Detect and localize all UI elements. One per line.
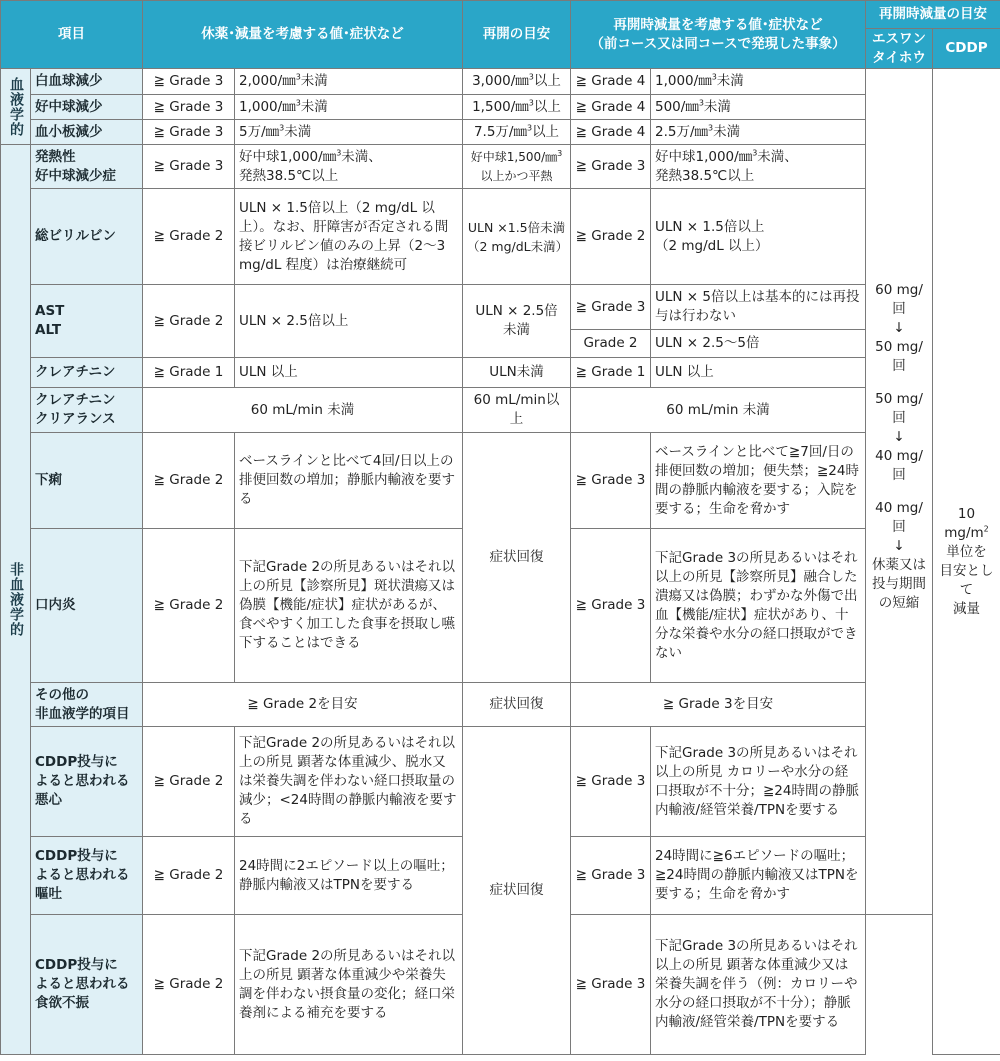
rest-grade-neutrophil: ≧ Grade 3 [143,95,235,120]
reduce-value-fn-c: 発熱38.5℃以上 [655,167,755,184]
reduce-grade-nausea: ≧ Grade 3 [571,727,651,837]
resume-fn-sup: 3 [557,148,563,158]
category-non-hematologic [1,145,31,1055]
reduce-value-neutrophil [651,95,866,120]
reduce-value-stomatitis: 下記Grade 3の所見あるいはそれ以上の所見【診察所見】融合した潰瘍又は偽膜；わずかな外傷で出血【機能/症状】症状があり、十分な栄養や水分の経口摂取ができない [651,529,866,683]
resume-wbc-tail: 以上 [533,73,561,89]
rest-value-neutrophil-sup: 3 [295,98,301,107]
row-item-nausea-line1: CDDP投与に [35,754,118,770]
reduce-grade-neutrophil: ≧ Grade 4 [571,95,651,120]
row-item-diarrhea: 下痢 [31,433,143,529]
dose-esuwan-period: 投与期間 [872,575,926,592]
reduce-value-vomit: 24時間に≧6エピソードの嘔吐；≧24時間の静脈内輸液又はTPNを要する；生命を脅かす [651,837,866,915]
reduce-grade-stomatitis: ≧ Grade 3 [571,529,651,683]
header-reduce-guide: 再開時減量の目安 [866,1,1000,29]
dose-esuwan-50b: 50 mg/回 [875,390,923,426]
reduce-grade-bilirubin: ≧ Grade 2 [571,189,651,285]
resume-cddp: 症状回復 [463,727,571,1055]
header-esuwan-line1: エスワン [872,30,926,47]
reduce-grade-platelet: ≧ Grade 4 [571,120,651,145]
table-row [1,69,1000,95]
dose-cddp-guide: 目安として [939,562,994,598]
header-item: 項目 [1,1,143,69]
rest-value-platelet-tail: 未満 [284,123,312,140]
rest-value-wbc-text: 2,000/㎜ [239,73,296,89]
rest-grade-creatinine: ≧ Grade 1 [143,358,235,388]
reduce-value-anorexia: 下記Grade 3の所見あるいはそれ以上の所見 顕著な体重減少又は栄養失調を伴う（例：カロリーや水分の経口摂取が不十分）；静脈内輸液/経管栄養/TPNを要する [651,915,866,1055]
reduce-value-neutrophil-text: 500/㎜ [655,98,699,115]
reduce-grade-anorexia: ≧ Grade 3 [571,915,651,1055]
reduce-value-neutrophil-sup: 3 [698,98,704,107]
header-resume: 再開の目安 [463,1,571,69]
reduce-value-neutrophil-tail: 未満 [703,98,731,115]
resume-other: 症状回復 [463,683,571,727]
resume-fn-b: 以上かつ平熱 [480,168,553,183]
reduce-value-wbc-sup: 3 [711,72,717,82]
resume-platelet-text: 7.5万/㎜ [473,123,527,140]
row-item-alt: ALT [35,322,62,338]
row-item-vomit [31,837,143,915]
rest-value-ccr: 60 mL/min 未満 [143,388,463,433]
row-item-nausea-line3: 悪心 [35,792,62,808]
resume-neutrophil-text: 1,500/㎜ [472,98,529,115]
rest-grade-stomatitis: ≧ Grade 2 [143,529,235,683]
rest-value-bilirubin: ULN × 1.5倍以上（2 mg/dL 以上）。なお、肝障害が否定される間接ビリルビン値のみの上昇（2～3 mg/dL 程度）は治療継続可 [235,189,463,285]
rest-grade-ast: ≧ Grade 2 [143,285,235,358]
table-row [1,388,1000,433]
reduce-grade-wbc: ≧ Grade 4 [571,69,651,95]
reduce-value-ccr: 60 mL/min 未満 [571,388,866,433]
row-item-bilirubin: 総ビリルビン [31,189,143,285]
header-esuwan-line2: タイホウ [872,49,926,66]
resume-platelet [463,120,571,145]
reduce-value-ast-g2: ULN × 2.5～5倍 [651,330,866,358]
rest-grade-nausea: ≧ Grade 2 [143,727,235,837]
reduce-value-nausea: 下記Grade 3の所見あるいはそれ以上の所見 カロリーや水分の経口摂取が不十分；≧24時間の静脈内輸液/経管栄養/TPNを要する [651,727,866,837]
dose-esuwan-rest: 休薬又は [872,556,926,573]
table-row [1,683,1000,727]
table-row [1,285,1000,330]
header-esuwan [866,29,933,69]
row-item-vomit-line1: CDDP投与に [35,848,118,864]
rest-value-wbc-tail: 未満 [300,73,328,89]
dose-cddp-reduce: 減量 [953,600,980,617]
resume-ast-line2: 未満 [503,322,530,338]
row-item-anorexia-line3: 食欲不振 [35,995,89,1011]
reduce-value-bilirubin-line2: （2 mg/dL 以上） [655,237,769,254]
rest-value-neutrophil [235,95,463,120]
row-item-ast-alt [31,285,143,358]
dose-esuwan-50: 50 mg/回 [875,338,923,374]
header-rest-criteria: 休薬･減量を考慮する値･症状など [143,1,463,69]
rest-value-anorexia: 下記Grade 2の所見あるいはそれ以上の所見 顕著な体重減少や栄養失調を伴わない摂食量の変化；経口栄養剤による補充を要する [235,915,463,1055]
rest-grade-fn: ≧ Grade 3 [143,145,235,189]
rest-grade-wbc: ≧ Grade 3 [143,69,235,95]
reduce-grade-ast-g2: Grade 2 [571,330,651,358]
row-item-platelet: 血小板減少 [31,120,143,145]
rest-value-platelet-sup: 3 [279,123,285,132]
table-row [1,727,1000,837]
row-item-ccr-line2: クリアランス [35,411,116,427]
row-item-anorexia-line1: CDDP投与に [35,957,118,973]
row-item-ccr-line1: クレアチニン [35,392,116,408]
reduce-value-wbc-tail: 未満 [716,73,744,89]
rest-grade-platelet: ≧ Grade 3 [143,120,235,145]
resume-gi: 症状回復 [463,433,571,683]
reduce-value-ast-g3: ULN × 5倍以上は基本的には再投与は行わない [651,285,866,330]
dose-cddp-amount: 10 mg/m [944,505,984,541]
reduce-value-bilirubin [651,189,866,285]
rest-value-fn-b: 未満、 [341,148,382,165]
resume-platelet-sup: 3 [526,123,533,132]
reduce-value-fn-b: 未満、 [757,148,798,165]
dose-arrow-down-icon: ↓ [893,428,905,445]
resume-bilirubin [463,189,571,285]
cddp-dose-reduction [933,69,1000,1055]
reduce-value-platelet-text: 2.5万/㎜ [655,123,709,140]
reduce-value-platelet-tail: 未満 [713,123,741,140]
rest-grade-anorexia: ≧ Grade 2 [143,915,235,1055]
rest-value-creatinine: ULN 以上 [235,358,463,388]
rest-value-vomit: 24時間に2エピソード以上の嘔吐；静脈内輸液又はTPNを要する [235,837,463,915]
rest-value-stomatitis: 下記Grade 2の所見あるいはそれ以上の所見【診察所見】斑状潰瘍又は偽膜【機能/症状】症状があるが、食べやすく加工した食事を摂取し嚥下することはできる [235,529,463,683]
header-reduce-criteria-line2: （前コース又は同コースで発現した事象） [590,35,846,52]
reduce-value-fn-a: 好中球1,000/㎜ [655,148,753,165]
rest-grade-bilirubin: ≧ Grade 2 [143,189,235,285]
row-item-ccr [31,388,143,433]
dose-cddp-sup: 2 [983,524,989,533]
reduce-grade-diarrhea: ≧ Grade 3 [571,433,651,529]
resume-neutrophil-tail: 以上 [533,98,561,115]
row-item-creatinine: クレアチニン [31,358,143,388]
row-item-neutrophil: 好中球減少 [31,95,143,120]
reduce-grade-fn: ≧ Grade 3 [571,145,651,189]
resume-creatinine: ULN未満 [463,358,571,388]
row-item-fn-line2: 好中球減少症 [35,167,116,184]
dose-esuwan-40b: 40 mg/回 [875,499,923,535]
reduce-grade-creatinine: ≧ Grade 1 [571,358,651,388]
rest-value-nausea: 下記Grade 2の所見あるいはそれ以上の所見 顕著な体重減少、脱水又は栄養失調を伴わない経口摂取量の減少；<24時間の静脈内輸液を要する [235,727,463,837]
resume-platelet-tail: 以上 [532,123,560,140]
category-hematologic-label: 血液学的 [8,76,24,137]
row-item-febrile-neutropenia [31,145,143,189]
row-item-stomatitis: 口内炎 [31,529,143,683]
reduce-value-wbc [651,69,866,95]
rest-value-wbc-sup: 3 [295,72,301,82]
rest-value-wbc [235,69,463,95]
resume-bilirubin-line2: （2 mg/dL未満） [467,238,569,254]
rest-value-fn-a: 好中球1,000/㎜ [239,148,337,165]
dose-esuwan-60: 60 mg/回 [875,281,923,317]
resume-bilirubin-line1: ULN ×1.5倍未満 [467,219,566,235]
dose-arrow-down-icon: ↓ [893,319,905,336]
resume-fn-a: 好中球1,500/㎜ [470,149,558,164]
row-item-other [31,683,143,727]
resume-wbc-sup: 3 [528,72,534,82]
rest-value-fn-c: 発熱38.5℃以上 [239,167,339,184]
row-item-wbc: 白血球減少 [31,69,143,95]
row-item-fn-line1: 発熱性 [35,148,76,165]
row-item-anorexia-line2: よると思われる [35,976,130,992]
dose-cddp-unit: 単位を [946,543,987,560]
header-reduce-criteria-line1: 再開時減量を考慮する値･症状など [613,16,823,33]
reduce-value-diarrhea: ベースラインと比べて≧7回/日の排便回数の増加；便失禁；≧24時間の静脈内輸液を要する；入院を要する；生命を脅かす [651,433,866,529]
rest-value-fn [235,145,463,189]
rest-value-other: ≧ Grade 2を目安 [143,683,463,727]
dose-arrow-down-icon: ↓ [893,537,905,554]
resume-fn [463,145,571,189]
category-non-hematologic-label: 非血液学的 [8,562,24,637]
reduce-value-fn-sup: 3 [752,148,758,157]
table-row [1,120,1000,145]
resume-ast-line1: ULN × 2.5倍 [475,303,558,319]
reduce-grade-vomit: ≧ Grade 3 [571,837,651,915]
rest-value-platelet-text: 5万/㎜ [239,123,280,140]
reduce-value-fn [651,145,866,189]
rest-value-diarrhea: ベースラインと比べて4回/日以上の排便回数の増加；静脈内輸液を要する [235,433,463,529]
resume-wbc [463,69,571,95]
reduce-value-other: ≧ Grade 3を目安 [571,683,866,727]
table-row [1,358,1000,388]
rest-value-ast: ULN × 2.5倍以上 [235,285,463,358]
resume-neutrophil [463,95,571,120]
row-item-other-line1: その他の [35,686,89,703]
table-row [1,95,1000,120]
rest-value-neutrophil-tail: 未満 [300,98,328,115]
row-item-other-line2: 非血液学的項目 [35,705,130,722]
reduce-value-wbc-text: 1,000/㎜ [655,73,712,89]
reduce-value-platelet [651,120,866,145]
row-item-vomit-line2: よると思われる [35,867,130,883]
resume-ast [463,285,571,358]
reduce-value-bilirubin-line1: ULN × 1.5倍以上 [655,218,765,235]
dose-esuwan-40: 40 mg/回 [875,447,923,483]
category-hematologic [1,69,31,145]
resume-ccr: 60 mL/min以上 [463,388,571,433]
row-item-ast: AST [35,303,65,319]
resume-wbc-text: 3,000/㎜ [472,73,529,89]
rest-grade-vomit: ≧ Grade 2 [143,837,235,915]
table-row [1,145,1000,189]
row-item-anorexia [31,915,143,1055]
table-row [1,433,1000,529]
rest-value-neutrophil-text: 1,000/㎜ [239,98,296,115]
reduce-value-platelet-sup: 3 [708,123,714,132]
rest-value-fn-sup: 3 [336,148,342,157]
header-cddp: CDDP [933,29,1000,69]
rest-value-platelet [235,120,463,145]
rest-grade-diarrhea: ≧ Grade 2 [143,433,235,529]
dose-esuwan-shorten: の短縮 [878,594,920,611]
resume-neutrophil-sup: 3 [528,98,534,107]
row-item-nausea [31,727,143,837]
esuwan-dose-reduction [866,69,933,915]
row-item-nausea-line2: よると思われる [35,773,130,789]
reduce-grade-ast-g3: ≧ Grade 3 [571,285,651,330]
header-reduce-criteria [571,1,866,69]
reduce-value-creatinine: ULN 以上 [651,358,866,388]
table-row [1,189,1000,285]
row-item-vomit-line3: 嘔吐 [35,886,62,902]
